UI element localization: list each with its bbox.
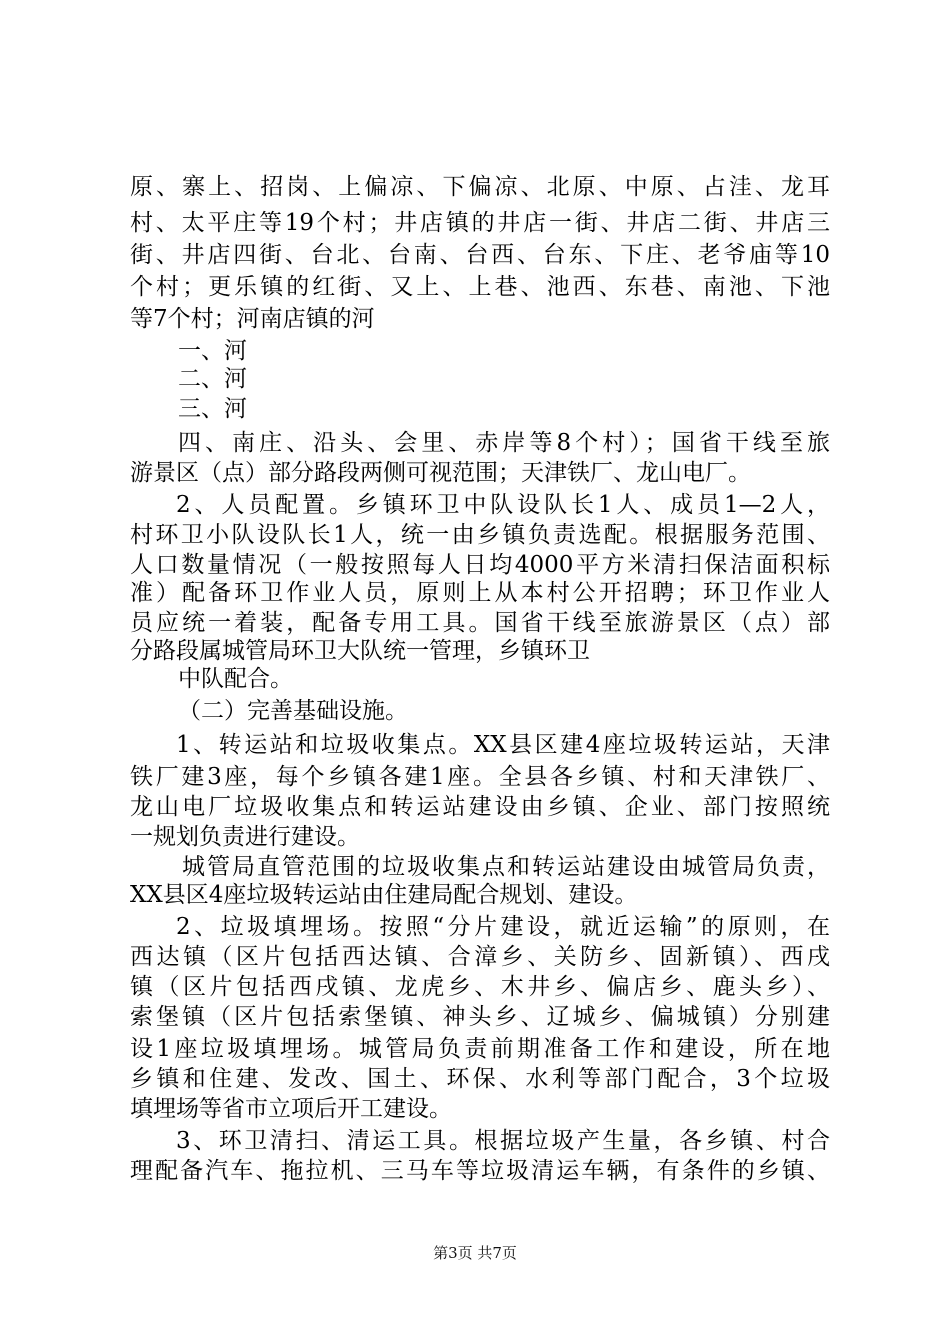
body-text-line: 龙山电厂垃圾收集点和转运站建设由乡镇、企业、部门按照统 xyxy=(130,794,830,820)
body-text-line: 2、垃圾填埋场。按照“分片建设，就近运输”的原则，在 xyxy=(176,914,830,940)
list-item-line: 一、河 xyxy=(178,338,247,364)
body-text-line: 设1座垃圾填埋场。城管局负责前期准备工作和建设，所在地 xyxy=(130,1036,830,1062)
body-text-line: 乡镇和住建、发改、国土、环保、水利等部门配合，3个垃圾 xyxy=(130,1066,830,1092)
body-text-line: XX县区4座垃圾转运站由住建局配合规划、建设。 xyxy=(130,882,638,908)
body-text-line: 中队配合。 xyxy=(178,666,293,692)
body-text-line: 人口数量情况（一般按照每人日均4000平方米清扫保洁面积标 xyxy=(130,552,830,578)
body-text-line: 分路段属城管局环卫大队统一管理，乡镇环卫 xyxy=(130,638,590,664)
list-item-line: 二、河 xyxy=(178,366,247,392)
body-text-line: 填埋场等省市立项后开工建设。 xyxy=(130,1096,452,1122)
body-text-line: 村、太平庄等19个村；井店镇的井店一街、井店二街、井店三 xyxy=(130,210,830,236)
body-text-line: 员应统一着装，配备专用工具。国省干线至旅游景区（点）部 xyxy=(130,610,830,636)
body-text-line: 准）配备环卫作业人员，原则上从本村公开招聘；环卫作业人 xyxy=(130,580,830,606)
body-text-line: 个村；更乐镇的红街、又上、上巷、池西、东巷、南池、下池 xyxy=(130,274,830,300)
list-item-line: 三、河 xyxy=(178,396,247,422)
body-text-line: 一规划负责进行建设。 xyxy=(130,824,360,850)
body-text-line: 村环卫小队设队长1人，统一由乡镇负责选配。根据服务范围、 xyxy=(130,522,830,548)
body-text-line: 索堡镇（区片包括索堡镇、神头乡、辽城乡、偏城镇）分别建 xyxy=(130,1004,830,1030)
page-number-footer: 第3页 共7页 xyxy=(433,1244,517,1262)
body-text-line: 3、环卫清扫、清运工具。根据垃圾产生量，各乡镇、村合 xyxy=(176,1128,830,1154)
body-text-line: 西达镇（区片包括西达镇、合漳乡、关防乡、固新镇）、西戌 xyxy=(130,944,830,970)
body-text-line: 2、人员配置。乡镇环卫中队设队长1人、成员1—2人， xyxy=(176,492,830,518)
body-text-line: 原、寨上、招岗、上偏凉、下偏凉、北原、中原、占洼、龙耳 xyxy=(130,174,830,200)
section-heading: （二）完善基础设施。 xyxy=(178,698,408,724)
body-text-line: 理配备汽车、拖拉机、三马车等垃圾清运车辆，有条件的乡镇、 xyxy=(130,1158,830,1184)
body-text-line: 游景区（点）部分路段两侧可视范围；天津铁厂、龙山电厂。 xyxy=(130,460,751,486)
body-text-line: 1、转运站和垃圾收集点。XX县区建4座垃圾转运站，天津 xyxy=(176,732,830,758)
body-text-line: 街、井店四街、台北、台南、台西、台东、下庄、老爷庙等10 xyxy=(130,242,830,268)
body-text-line: 等7个村；河南店镇的河 xyxy=(130,306,375,332)
body-text-line: 四、南庄、沿头、会里、赤岸等8个村）；国省干线至旅 xyxy=(178,430,830,456)
body-text-line: 城管局直管范围的垃圾收集点和转运站建设由城管局负责， xyxy=(182,854,830,880)
body-text-line: 镇（区片包括西戌镇、龙虎乡、木井乡、偏店乡、鹿头乡）、 xyxy=(130,974,830,1000)
body-text-line: 铁厂建3座，每个乡镇各建1座。全县各乡镇、村和天津铁厂、 xyxy=(130,764,830,790)
